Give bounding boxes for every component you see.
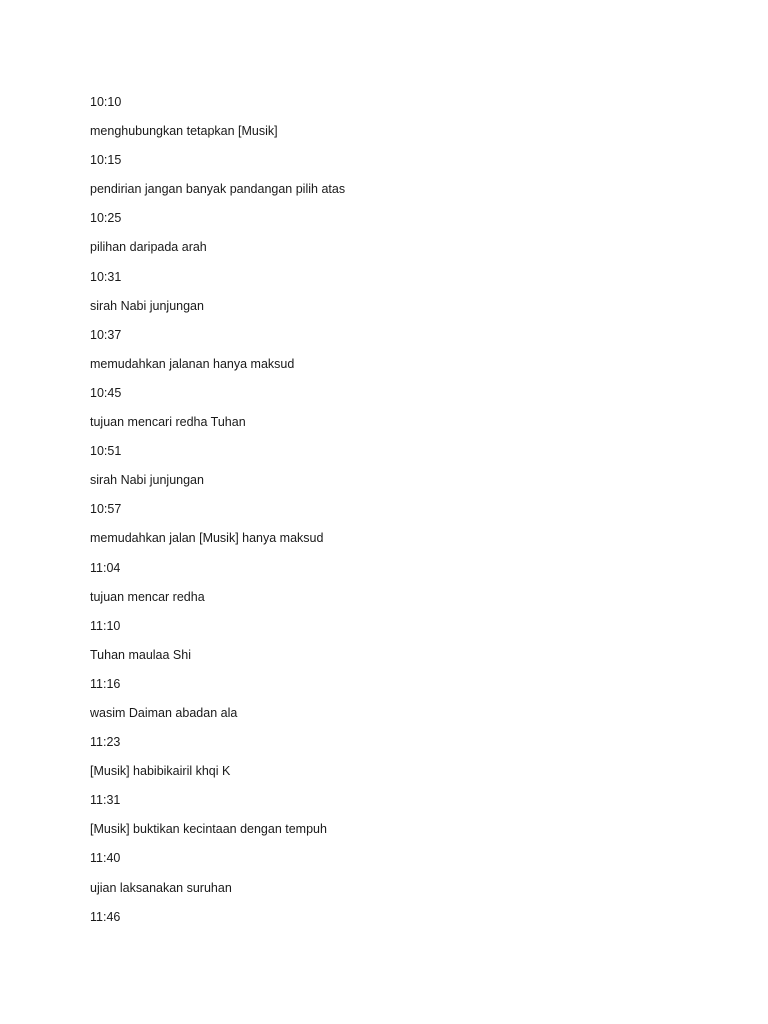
timestamp: 11:04 [90, 560, 121, 575]
timestamp: 11:16 [90, 676, 121, 691]
caption-line: sirah Nabi junjungan [90, 473, 204, 488]
caption-line: tujuan mencari redha Tuhan [90, 415, 246, 430]
caption-line: sirah Nabi junjungan [90, 298, 204, 313]
timestamp: 11:31 [90, 793, 121, 808]
caption-line: pendirian jangan banyak pandangan pilih atas [90, 182, 346, 197]
timestamp: 11:10 [90, 618, 121, 633]
caption-line: pilihan daripada arah [90, 240, 207, 255]
timestamp: 10:15 [90, 153, 122, 168]
timestamp: 10:31 [90, 269, 122, 284]
timestamp: 10:37 [90, 327, 122, 342]
caption-line: memudahkan jalanan hanya maksud [90, 356, 295, 371]
caption-line: memudahkan jalan [Musik] hanya maksud [90, 531, 324, 546]
timestamp: 11:23 [90, 735, 121, 750]
timestamp: 10:57 [90, 502, 122, 517]
timestamp: 10:51 [90, 444, 122, 459]
caption-line: [Musik] habibikairil khqi K [90, 764, 231, 779]
timestamp-final: 11:46 [90, 909, 121, 924]
timestamp: 11:40 [90, 851, 121, 866]
caption-line: ujian laksanakan suruhan [90, 880, 232, 895]
transcript [90, 92, 690, 936]
timestamp: 10:45 [90, 385, 122, 400]
caption-line: [Musik] buktikan kecintaan dengan tempuh [90, 822, 327, 837]
caption-line: Tuhan maulaa Shi [90, 647, 191, 662]
timestamp: 10:25 [90, 211, 122, 226]
timestamp: 10:10 [90, 95, 122, 109]
caption-line: menghubungkan tetapkan [Musik] [90, 124, 278, 139]
caption-line: wasim Daiman abadan ala [90, 705, 238, 720]
caption-line: tujuan mencar redha [90, 589, 205, 604]
